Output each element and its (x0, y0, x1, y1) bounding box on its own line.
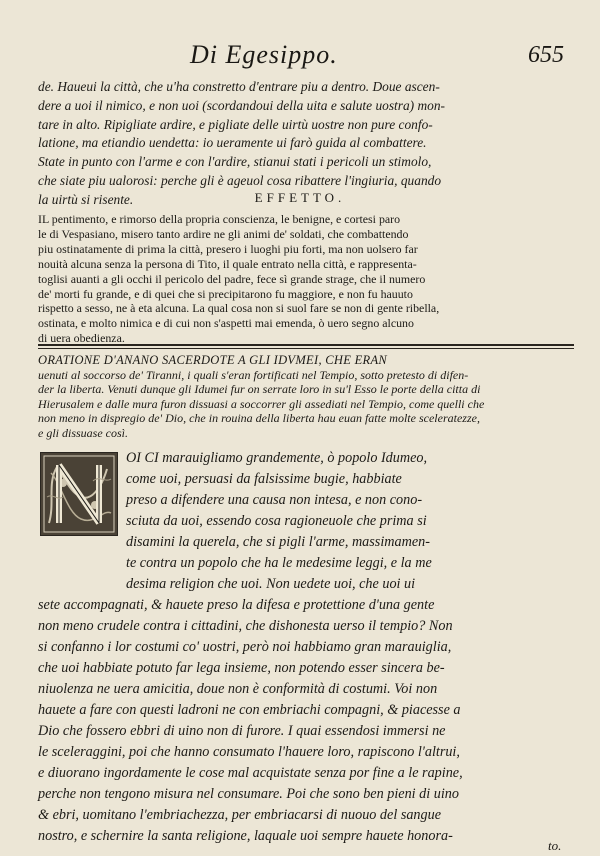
text-line: le sceleraggini, poi che hanno consumato l'hauere loro, rapiscono l'altrui, (38, 744, 460, 760)
oration-title-line: ORATIONE D'ANANO SACERDOTE A GLI IDVMEI, CHE ERAN (38, 353, 388, 367)
text-line: IL pentimento, e rimorso della propria conscienza, le benigne, e cortesi paro (38, 212, 401, 226)
oration-title-line: der la liberta. Venuti dunque gli Idumei fur on serrate loro in su'l Esso le porte della citta di (38, 382, 481, 396)
page-number: 655 (528, 42, 564, 68)
text-line: disamini la querela, che si pigli l'arme, massimamen- (126, 534, 430, 550)
ornament-initial-icon (41, 453, 117, 535)
oration-title-line: Hierusalem e dalle mura furon dissuasi a soccorrer gli assediati nel Tempio, come quelli che (38, 396, 485, 411)
text-line: rispetto a sesso, ne à eta alcuna. La qual cosa non si suol fare se non di gente ribella, (38, 301, 440, 316)
text-line: si confanno i lor costumi co' uostri, però noi habbiamo gran marauiglia, (38, 639, 452, 655)
effect-paragraph (38, 212, 574, 346)
text-line: non meno crudele contra i cittadini, che dishonesta uerso il tempio? Non (38, 618, 453, 634)
text-line: State in punto con l'arme e con l'ardire, stianui stati i pericoli un stimolo, (38, 154, 432, 170)
text-line: le di Vespasiano, misero tanto ardire ne gli animi de' soldati, che combattendo (38, 226, 409, 241)
text-line: di uera obedienza. (38, 331, 125, 346)
text-line: sciuta da uoi, essendo cosa ragioneuole che prima si (126, 513, 427, 529)
text-line: la uirtù si risente. (38, 191, 134, 207)
text-line: piu ostinatamente di prima la città, presero i luoghi piu forti, ma non uolsero far (38, 241, 418, 256)
oration-title (38, 353, 574, 440)
text-line: perche non tengono misura nel consumare. Poi che sono ben pieni di uino (38, 786, 459, 802)
text-line: OI CI marauigliamo grandemente, ò popolo Idumeo, (126, 450, 428, 466)
text-line: toglisi auanti a gli occhi il pericolo del padre, fece sì grande strage, che il numero (38, 271, 426, 286)
text-line: & ebri, uomitano l'embriachezza, per embriacarsi di nuouo del sangue (38, 807, 442, 823)
catchword: to. (548, 838, 562, 853)
text-line: de. Haueui la città, che u'ha constretto d'entrare piu a dentro. Doue ascen- (38, 79, 440, 94)
text-line: dere a uoi il nimico, e non uoi (scordandoui della uita e salute uostra) mon- (38, 97, 446, 113)
text-line: che siate piu ualorosi: perche gli è ageuol cosa ribattere l'ingiuria, quando (38, 172, 442, 188)
text-line: hauete a fare con questi ladroni ne con embriachi compagni, & piacesse a (38, 702, 461, 718)
section-heading: EFFETTO. (254, 190, 346, 205)
text-line: desima religion che uoi. Non uedete uoi, che uoi ui (126, 576, 416, 592)
oration-title-line: uenuti al soccorso de' Tiranni, i quali s'eran fortificati nel Tempio, sotto pretesto di difen- (38, 367, 469, 382)
text-line: de' morti fu grande, e di quei che si precipitarono fu maggiore, e non fu hauuto (38, 286, 413, 301)
text-line: latione, ma etiandio uendetta: io ueramente ui farò guida al combattere. (38, 135, 427, 151)
text-line: niuolenza ne uera amicitia, doue non è conformità di costumi. Voi non (38, 681, 438, 697)
oration-title-line: e gli dissuase così. (38, 425, 128, 440)
decorated-initial-n (40, 452, 118, 536)
text-line: sete accompagnati, & hauete preso la difesa e protettione d'una gente (38, 597, 435, 613)
running-head-title: Di Egesippo. (190, 40, 338, 69)
text-line: che uoi habbiate potuto far lega insieme, non potendo esser sincera be- (38, 660, 445, 676)
running-head (0, 40, 600, 80)
text-line: come uoi, persuasi da falsissime bugie, habbiate (126, 471, 402, 487)
text-line: preso a difendere una causa non intesa, e non cono- (126, 492, 423, 508)
divider-rule (38, 344, 574, 346)
text-line: te contra un popolo che ha le medesime leggi, e la me (126, 555, 432, 571)
text-line: tare in alto. Ripigliate ardire, e pigliate delle uirtù uostre non pure confo- (38, 116, 433, 132)
divider-rule-thin (38, 348, 574, 349)
text-line: nostro, e schernire la santa religione, laquale uoi sempre hauete honora- (38, 828, 453, 844)
oration-title-line: non meno in dispregio de' Dio, che in rouina della liberta hau euan fatte molte sceleratezze, (38, 411, 480, 425)
text-line: e diuorano ingordamente le cose mal acquistate senza por fine a le rapine, (38, 765, 463, 781)
text-line: nouità alcuna senza la persona di Tito, il quale entrato nella città, e rappresenta- (38, 256, 417, 271)
text-line: Dio che fossero ebbri di uino non di furore. I quai essendosi immersi ne (38, 723, 446, 739)
text-line: ostinata, e molto nimica e di cui non s'aspetti mai emenda, ò uero segno alcuno (38, 316, 414, 331)
